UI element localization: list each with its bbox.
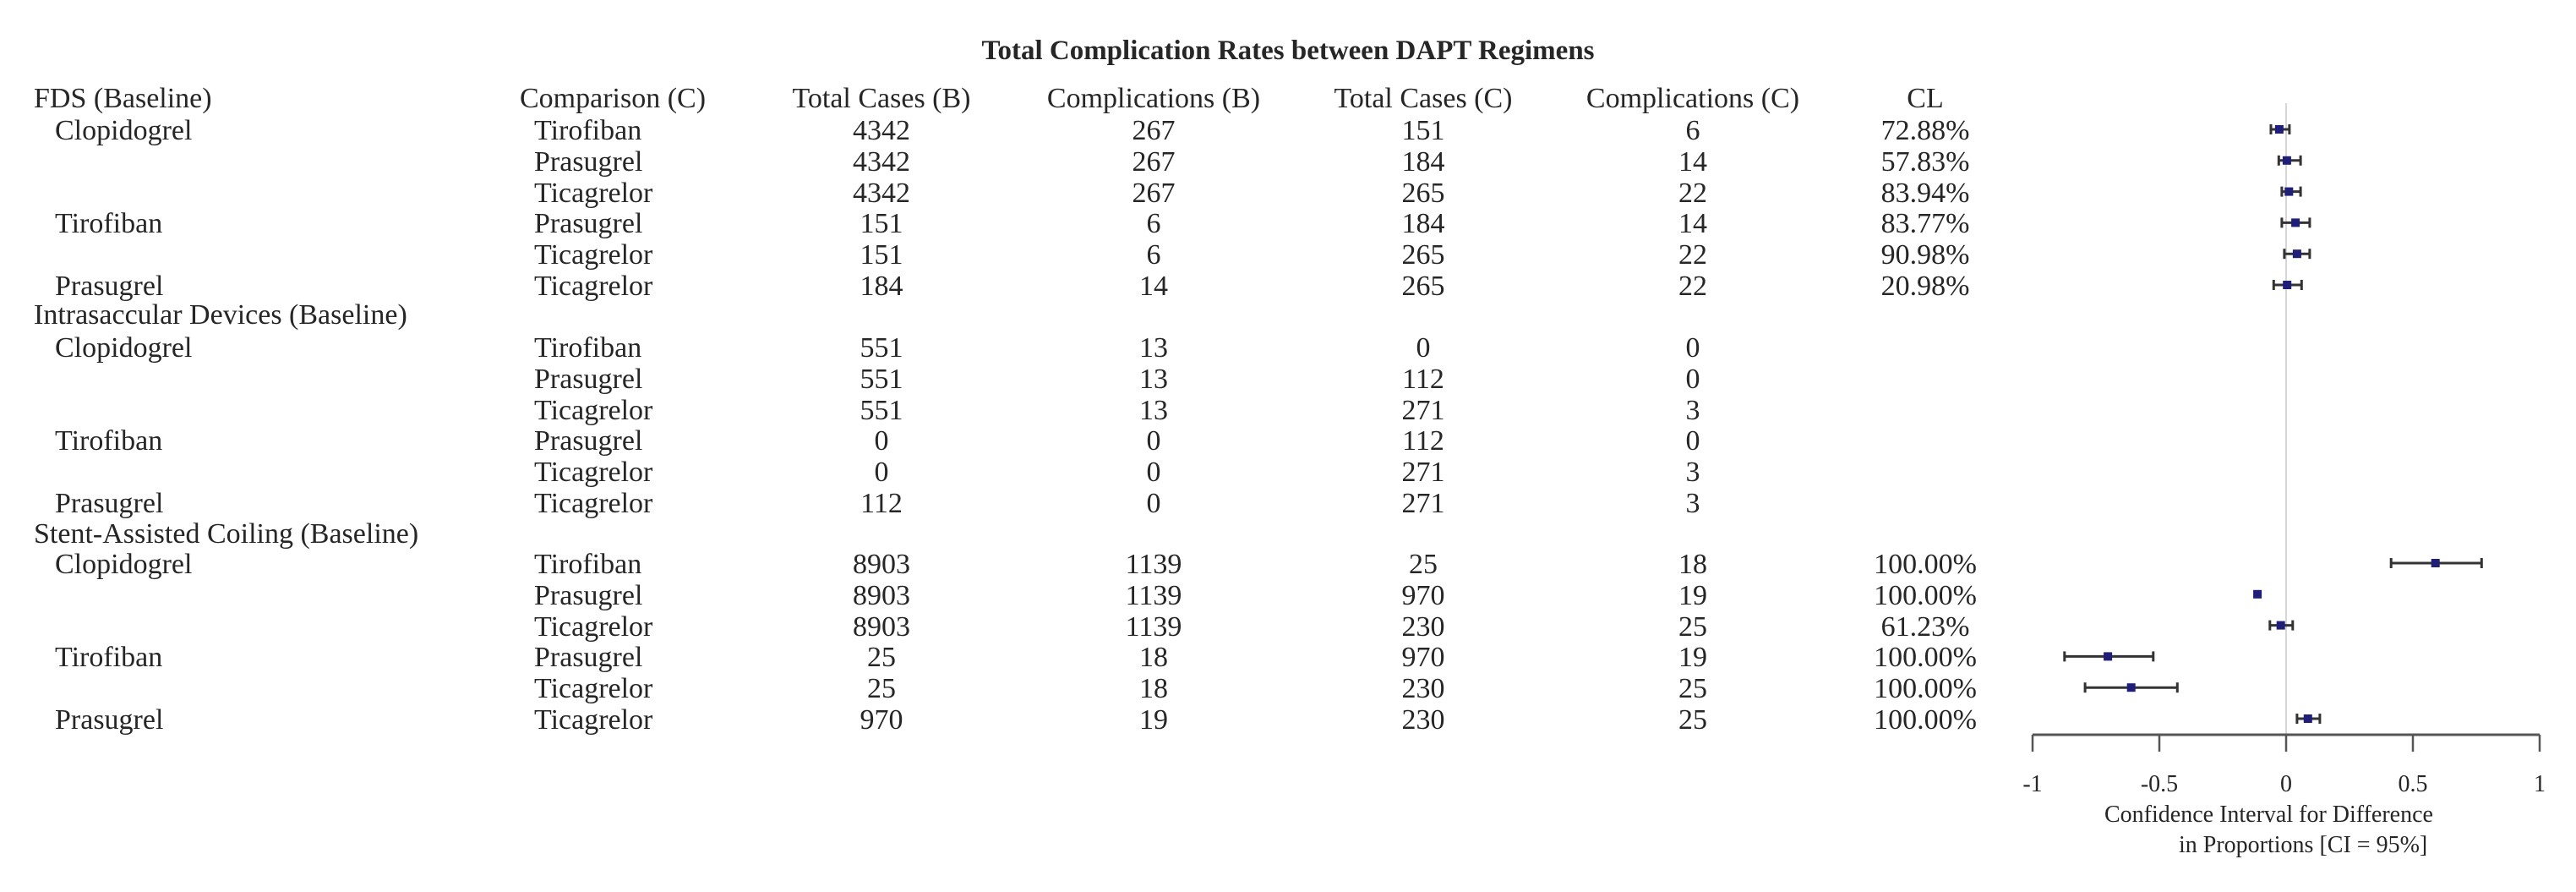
baseline-drug-label: Tirofiban — [55, 208, 163, 240]
comparison-drug-label: Ticagrelor — [534, 457, 653, 489]
baseline-drug-label: Prasugrel — [55, 271, 164, 302]
complications-b: 13 — [1139, 332, 1168, 364]
confidence-level: 100.00% — [1874, 673, 1977, 705]
complications-c: 0 — [1685, 332, 1700, 364]
section-header: Stent-Assisted Coiling (Baseline) — [34, 518, 419, 550]
complications-c: 22 — [1678, 271, 1707, 302]
complications-b: 13 — [1139, 363, 1168, 395]
x-axis-tick-label: -0.5 — [2140, 771, 2179, 797]
confidence-level: 61.23% — [1880, 610, 1970, 643]
confidence-level: 83.94% — [1880, 177, 1970, 209]
ci-marker — [2271, 124, 2289, 134]
total-cases-b: 184 — [860, 271, 903, 302]
total-cases-b: 0 — [874, 425, 889, 457]
total-cases-c: 271 — [1401, 394, 1445, 426]
comparison-drug-label: Tirofiban — [534, 115, 642, 146]
baseline-drug-label: Clopidogrel — [55, 332, 193, 364]
header-total-cases-c: Total Cases (C) — [1334, 83, 1513, 114]
total-cases-b: 25 — [867, 673, 896, 705]
complications-c: 19 — [1678, 642, 1707, 674]
total-cases-b: 8903 — [853, 579, 910, 611]
header-total-cases-b: Total Cases (B) — [792, 83, 971, 114]
total-cases-c: 151 — [1401, 115, 1445, 146]
comparison-drug-label: Ticagrelor — [534, 704, 653, 736]
complications-b: 1139 — [1125, 579, 1182, 611]
ci-marker — [2273, 280, 2301, 290]
x-axis-tick-label: 0 — [2280, 771, 2292, 797]
complications-c: 22 — [1678, 177, 1707, 209]
total-cases-c: 112 — [1402, 425, 1444, 457]
total-cases-b: 551 — [860, 363, 903, 395]
total-cases-b: 4342 — [853, 145, 910, 178]
complications-b: 1139 — [1125, 610, 1182, 643]
complications-b: 1139 — [1125, 549, 1182, 580]
chart-title: Total Complication Rates between DAPT Regimens — [981, 36, 1595, 66]
total-cases-b: 151 — [860, 208, 903, 240]
complications-c: 25 — [1678, 610, 1707, 643]
total-cases-c: 112 — [1402, 363, 1444, 395]
complications-c: 0 — [1685, 425, 1700, 457]
total-cases-b: 4342 — [853, 115, 910, 146]
comparison-drug-label: Ticagrelor — [534, 673, 653, 705]
total-cases-b: 151 — [860, 239, 903, 271]
total-cases-c: 230 — [1401, 610, 1445, 643]
complications-b: 6 — [1146, 239, 1161, 271]
comparison-drug-label: Prasugrel — [534, 579, 643, 611]
total-cases-b: 970 — [860, 704, 903, 736]
total-cases-c: 0 — [1416, 332, 1431, 364]
comparison-drug-label: Prasugrel — [534, 363, 643, 395]
total-cases-c: 265 — [1401, 177, 1445, 209]
complications-c: 3 — [1685, 394, 1700, 426]
header-baseline-fds: FDS (Baseline) — [34, 83, 212, 114]
confidence-level: 57.83% — [1880, 145, 1970, 178]
complications-b: 14 — [1139, 271, 1168, 302]
complications-b: 0 — [1146, 457, 1161, 489]
total-cases-b: 0 — [874, 457, 889, 489]
confidence-level: 90.98% — [1880, 239, 1970, 271]
ci-marker — [2253, 590, 2262, 599]
complications-c: 6 — [1685, 115, 1700, 146]
baseline-drug-label: Clopidogrel — [55, 115, 193, 146]
complications-c: 22 — [1678, 239, 1707, 271]
header-cl: CL — [1907, 83, 1944, 114]
total-cases-c: 271 — [1401, 457, 1445, 489]
comparison-drug-label: Tirofiban — [534, 332, 642, 364]
total-cases-c: 970 — [1401, 579, 1445, 611]
confidence-level: 100.00% — [1874, 704, 1977, 736]
complications-b: 18 — [1139, 673, 1168, 705]
total-cases-c: 265 — [1401, 271, 1445, 302]
baseline-drug-label: Clopidogrel — [55, 549, 193, 580]
comparison-drug-label: Ticagrelor — [534, 177, 653, 209]
confidence-level: 100.00% — [1874, 579, 1977, 611]
total-cases-b: 4342 — [853, 177, 910, 209]
ci-marker — [2297, 714, 2320, 724]
confidence-level: 100.00% — [1874, 549, 1977, 580]
ci-marker — [2284, 249, 2310, 259]
complications-c: 25 — [1678, 704, 1707, 736]
header-comparison: Comparison (C) — [520, 83, 707, 114]
ci-marker — [2085, 682, 2177, 692]
complications-c: 19 — [1678, 579, 1707, 611]
comparison-drug-label: Prasugrel — [534, 642, 643, 674]
complications-b: 267 — [1132, 145, 1176, 178]
confidence-level: 72.88% — [1880, 115, 1970, 146]
total-cases-b: 8903 — [853, 610, 910, 643]
ci-marker — [2279, 156, 2300, 166]
ci-marker — [2282, 217, 2310, 227]
baseline-drug-label: Prasugrel — [55, 704, 164, 736]
total-cases-c: 184 — [1401, 208, 1445, 240]
x-axis-title-line1: Confidence Interval for Difference — [2104, 802, 2433, 828]
total-cases-c: 970 — [1401, 642, 1445, 674]
total-cases-c: 184 — [1401, 145, 1445, 178]
complications-b: 0 — [1146, 488, 1161, 519]
complications-b: 18 — [1139, 642, 1168, 674]
complications-c: 3 — [1685, 457, 1700, 489]
total-cases-c: 230 — [1401, 673, 1445, 705]
complications-c: 25 — [1678, 673, 1707, 705]
complications-b: 13 — [1139, 394, 1168, 426]
total-cases-b: 112 — [860, 488, 903, 519]
complications-b: 19 — [1139, 704, 1168, 736]
baseline-drug-label: Prasugrel — [55, 488, 164, 519]
complications-b: 267 — [1132, 177, 1176, 209]
ci-marker — [2065, 651, 2153, 661]
ci-marker — [2270, 621, 2293, 631]
complications-b: 6 — [1146, 208, 1161, 240]
comparison-drug-label: Prasugrel — [534, 145, 643, 178]
x-axis-tick-label: 0.5 — [2398, 771, 2428, 797]
comparison-drug-label: Ticagrelor — [534, 271, 653, 302]
x-axis-title-line2: in Proportions [CI = 95%] — [2179, 832, 2428, 858]
total-cases-b: 8903 — [853, 549, 910, 580]
comparison-drug-label: Tirofiban — [534, 549, 642, 580]
complications-b: 0 — [1146, 425, 1161, 457]
baseline-drug-label: Tirofiban — [55, 642, 163, 674]
complications-c: 14 — [1678, 145, 1707, 178]
comparison-drug-label: Prasugrel — [534, 208, 643, 240]
total-cases-c: 230 — [1401, 704, 1445, 736]
comparison-drug-label: Ticagrelor — [534, 610, 653, 643]
total-cases-c: 271 — [1401, 488, 1445, 519]
ci-marker — [2282, 187, 2300, 197]
comparison-drug-label: Ticagrelor — [534, 239, 653, 271]
confidence-level: 83.77% — [1880, 208, 1970, 240]
comparison-drug-label: Ticagrelor — [534, 488, 653, 519]
confidence-level: 100.00% — [1874, 642, 1977, 674]
complications-c: 18 — [1678, 549, 1707, 580]
header-complications-c: Complications (C) — [1585, 83, 1800, 114]
complications-c: 14 — [1678, 208, 1707, 240]
total-cases-c: 265 — [1401, 239, 1445, 271]
header-complications-b: Complications (B) — [1046, 83, 1261, 114]
complications-b: 267 — [1132, 115, 1176, 146]
ci-marker — [2391, 558, 2481, 568]
x-axis-tick-label: -1 — [2022, 771, 2043, 797]
confidence-level: 20.98% — [1880, 271, 1970, 302]
total-cases-b: 25 — [867, 642, 896, 674]
complications-c: 0 — [1685, 363, 1700, 395]
total-cases-b: 551 — [860, 332, 903, 364]
total-cases-c: 25 — [1409, 549, 1438, 580]
complications-c: 3 — [1685, 488, 1700, 519]
section-header: Intrasaccular Devices (Baseline) — [34, 299, 407, 331]
x-axis-tick-label: 1 — [2534, 771, 2546, 797]
total-cases-b: 551 — [860, 394, 903, 426]
comparison-drug-label: Prasugrel — [534, 425, 643, 457]
baseline-drug-label: Tirofiban — [55, 425, 163, 457]
comparison-drug-label: Ticagrelor — [534, 394, 653, 426]
